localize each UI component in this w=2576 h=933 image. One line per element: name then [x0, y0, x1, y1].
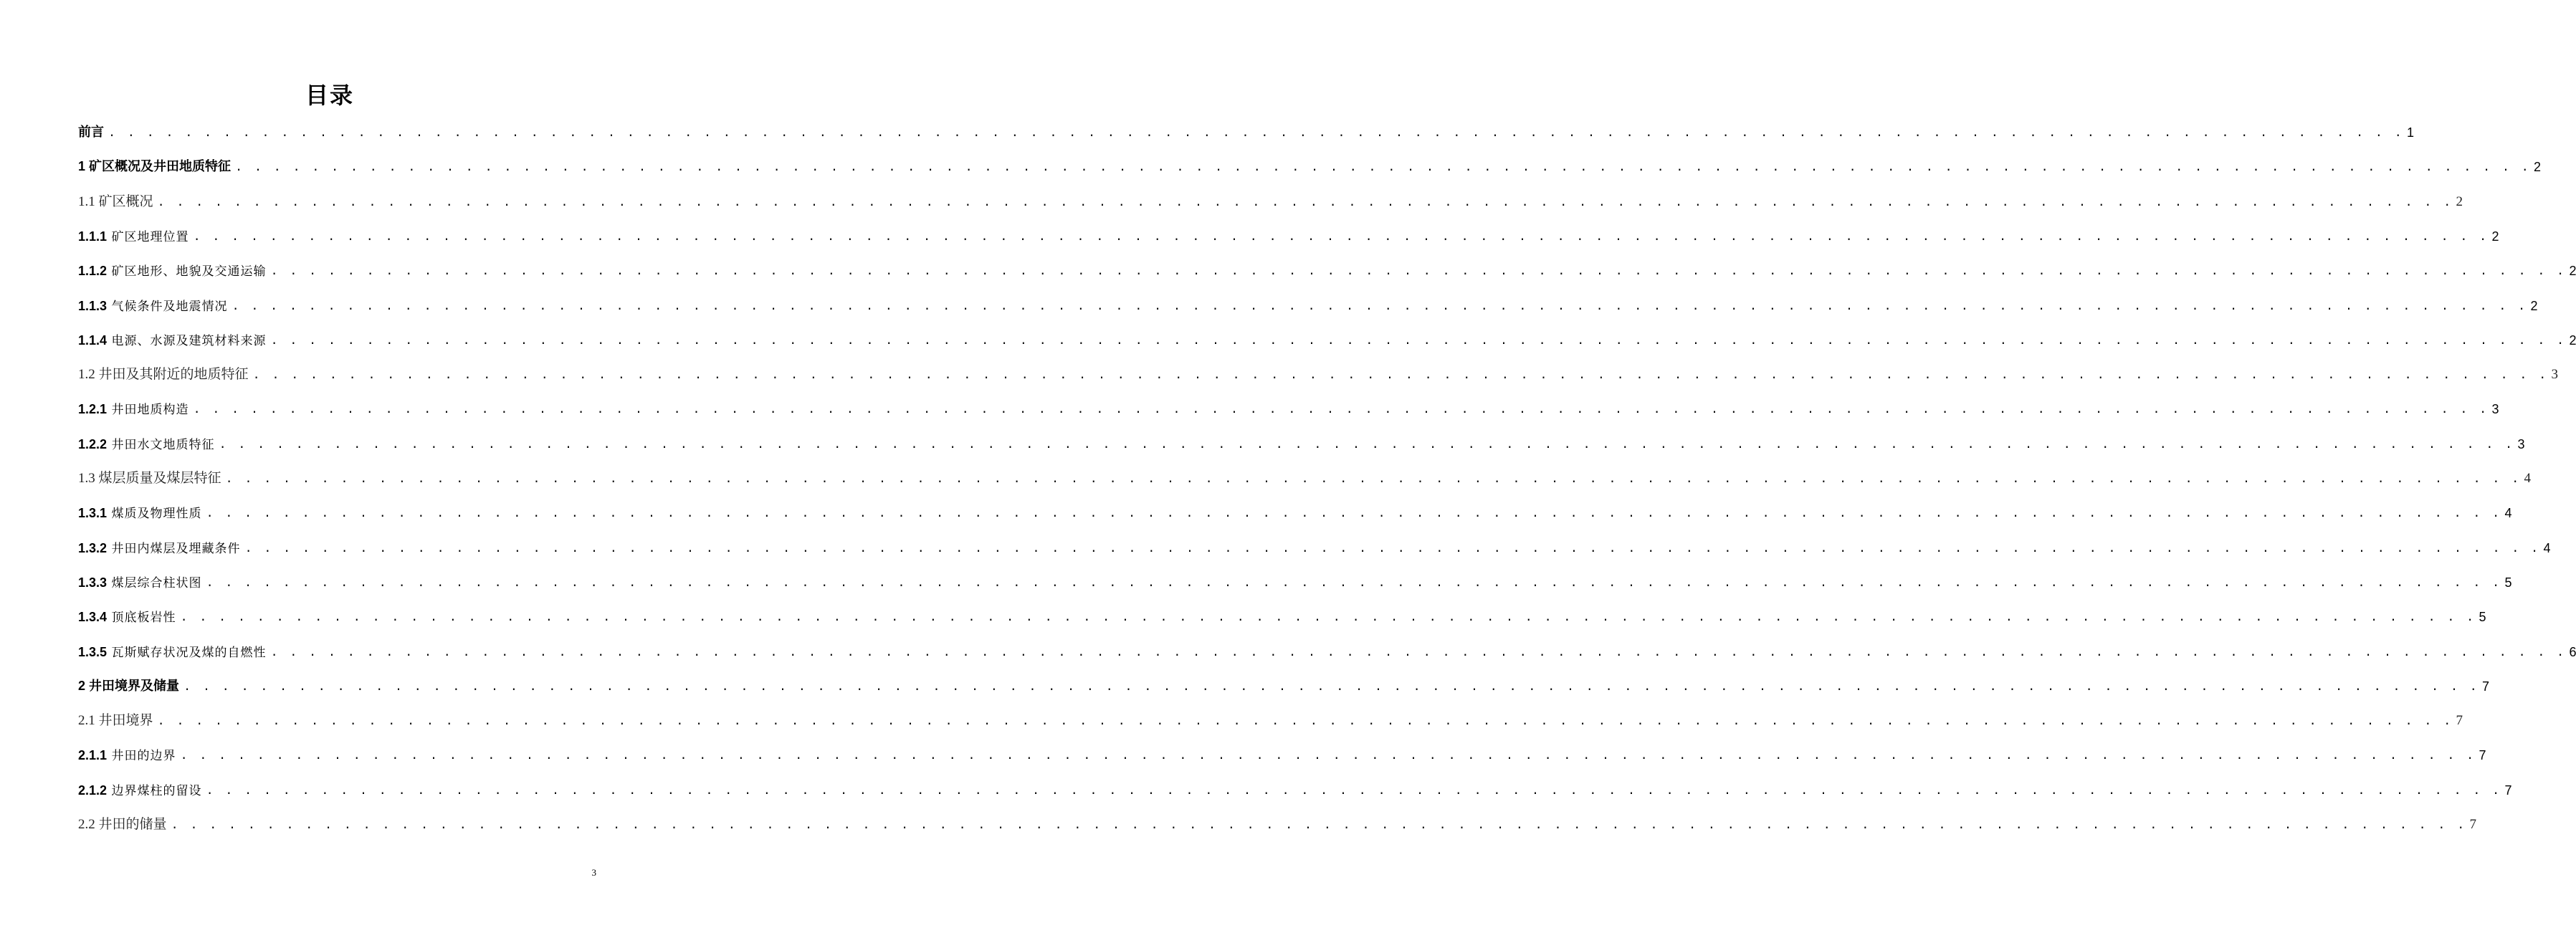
- toc-entry-text: 煤层质量及煤层特征: [98, 471, 221, 486]
- toc-entry-text: 顶底板岩性: [111, 611, 176, 626]
- dot-leader: . . . . . . . . . . . . . . . . . . . . . . . . . . . . . . . . . . . . . . . . . . . . . . . . . . . . . . . . . . . . . . . . . . . . . . . . . . . . . . . . . . . . . . . . . . . . . . . . . . . . . . . . . . . . . . . . . . . . . . . .: [270, 334, 2567, 348]
- dot-leader: . . . . . . . . . . . . . . . . . . . . . . . . . . . . . . . . . . . . . . . . . . . . . . . . . . . . . . . . . . . . . . . . . . . . . . . . . . . . . . . . . . . . . . . . . . . . . . . . . . . . . . . . . . . . . . . . . . . . . . . .: [180, 750, 2476, 764]
- toc-entry-text: 矿区地形、地貌及交通运输: [111, 264, 267, 279]
- toc-entry-label: [78, 676, 183, 694]
- toc-entry-page: 3: [2517, 436, 2525, 451]
- dot-leader: . . . . . . . . . . . . . . . . . . . . . . . . . . . . . . . . . . . . . . . . . . . . . . . . . . . . . . . . . . . . . . . . . . . . . . . . . . . . . . . . . . . . . . . . . . . . . . . . . . . . . . . . . . . . . . . . . . . . . . . .: [180, 611, 2476, 626]
- toc-entry-page: 2: [2569, 332, 2576, 348]
- toc-entry[interactable]: [78, 501, 2512, 522]
- toc-entry-page: 7: [2469, 817, 2477, 832]
- toc-entry-number: 1.1.1: [78, 229, 108, 244]
- toc-entry[interactable]: [78, 363, 2559, 383]
- toc-entry[interactable]: [78, 120, 2415, 140]
- toc-entry-text: 瓦斯赋存状况及煤的自燃性: [111, 645, 267, 660]
- toc-entry[interactable]: [78, 813, 2477, 833]
- toc-entry-page: 7: [2504, 783, 2512, 798]
- toc-entry-number: 1.3.3: [78, 575, 108, 590]
- toc-entry-label: [78, 156, 235, 175]
- toc-entry-number: 1: [78, 159, 86, 174]
- toc-entry-page: 7: [2479, 748, 2486, 763]
- toc-entry-text: 井田内煤层及埋藏条件: [111, 541, 241, 556]
- toc-entry-number: 2.1: [78, 713, 95, 729]
- toc-entry-label: [78, 642, 270, 660]
- toc-entry-label: [78, 813, 171, 833]
- toc-entry[interactable]: [78, 605, 2486, 626]
- toc-entry[interactable]: [78, 570, 2512, 590]
- toc-entry-page: 4: [2543, 540, 2551, 555]
- toc-entry-label: [78, 363, 253, 383]
- toc-entry-label: [78, 573, 206, 590]
- toc-entry-text: 电源、水源及建筑材料来源: [111, 333, 267, 348]
- toc-entry[interactable]: [78, 328, 2576, 348]
- toc-entry-label: [78, 399, 193, 417]
- toc-entry-text: 气候条件及地震情况: [111, 299, 228, 314]
- toc-entry-page: 2: [2530, 298, 2538, 313]
- toc-entry-number: 1.1.2: [78, 264, 108, 279]
- toc-entry[interactable]: [78, 536, 2551, 556]
- toc-entry-label: [78, 467, 226, 487]
- toc-entry-page: 3: [2551, 367, 2559, 383]
- toc-entry[interactable]: [78, 259, 2576, 279]
- toc-entry-number: 1.3.1: [78, 506, 108, 521]
- toc-entry-page: 1: [2407, 125, 2415, 140]
- toc-entry-label: [78, 261, 270, 279]
- dot-leader: . . . . . . . . . . . . . . . . . . . . . . . . . . . . . . . . . . . . . . . . . . . . . . . . . . . . . . . . . . . . . . . . . . . . . . . . . . . . . . . . . . . . . . . . . . . . . . . . . . . . . . . . . . . . . . . . . . . . . . . .: [225, 473, 2522, 487]
- dot-leader: . . . . . . . . . . . . . . . . . . . . . . . . . . . . . . . . . . . . . . . . . . . . . . . . . . . . . . . . . . . . . . . . . . . . . . . . . . . . . . . . . . . . . . . . . . . . . . . . . . . . . . . . . . . . . . . . . . . . . . . .: [235, 161, 2532, 176]
- toc-entry-page: 2: [2534, 160, 2542, 175]
- toc-entry-text: 井田的储量: [98, 817, 167, 832]
- toc-entry-number: 1.2.1: [78, 402, 108, 417]
- toc-entry[interactable]: [78, 674, 2490, 694]
- toc-title: 目录: [305, 82, 354, 109]
- toc-entry-text: 井田地质构造: [111, 403, 189, 418]
- toc-entry-text: 矿区地理位置: [111, 229, 189, 244]
- toc-entry-number: 2.1.2: [78, 783, 108, 798]
- toc-entry-number: 1.2: [78, 367, 95, 383]
- toc-entry-number: 1.3: [78, 471, 95, 486]
- toc-entry-label: [78, 434, 219, 452]
- dot-leader: . . . . . . . . . . . . . . . . . . . . . . . . . . . . . . . . . . . . . . . . . . . . . . . . . . . . . . . . . . . . . . . . . . . . . . . . . . . . . . . . . . . . . . . . . . . . . . . . . . . . . . . . . . . . . . . . . . . . . . . .: [206, 576, 2502, 590]
- toc-entry-text: 边界煤柱的留设: [111, 783, 202, 798]
- toc-entry-label: [78, 296, 232, 314]
- toc-entry[interactable]: [78, 155, 2542, 176]
- toc-entry-number: 1.1.3: [78, 298, 108, 313]
- toc-entry-number: 1.1: [78, 193, 95, 209]
- toc-entry-number: 2.1.1: [78, 748, 108, 763]
- dot-leader: . . . . . . . . . . . . . . . . . . . . . . . . . . . . . . . . . . . . . . . . . . . . . . . . . . . . . . . . . . . . . . . . . . . . . . . . . . . . . . . . . . . . . . . . . . . . . . . . . . . . . . . . . . . . . . . . . . . . . . . .: [108, 127, 2404, 140]
- toc-entry-page: 3: [2491, 402, 2499, 417]
- toc-entry[interactable]: [78, 640, 2576, 660]
- dot-leader: . . . . . . . . . . . . . . . . . . . . . . . . . . . . . . . . . . . . . . . . . . . . . . . . . . . . . . . . . . . . . . . . . . . . . . . . . . . . . . . . . . . . . . . . . . . . . . . . . . . . . . . . . . . . . . . . . . . . . . . .: [270, 265, 2567, 279]
- toc-entry-text: 井田及其附近的地质特征: [98, 367, 249, 383]
- toc-entry[interactable]: [78, 743, 2486, 764]
- toc-entry-page: 4: [2524, 471, 2532, 486]
- toc-entry[interactable]: [78, 709, 2463, 729]
- toc-entry[interactable]: [78, 294, 2538, 314]
- dot-leader: . . . . . . . . . . . . . . . . . . . . . . . . . . . . . . . . . . . . . . . . . . . . . . . . . . . . . . . . . . . . . . . . . . . . . . . . . . . . . . . . . . . . . . . . . . . . . . . . . . . . . . . . . . . . . . . . . . . . . . . .: [219, 438, 2515, 452]
- toc-entry-label: [78, 503, 206, 521]
- dot-leader: . . . . . . . . . . . . . . . . . . . . . . . . . . . . . . . . . . . . . . . . . . . . . . . . . . . . . . . . . . . . . . . . . . . . . . . . . . . . . . . . . . . . . . . . . . . . . . . . . . . . . . . . . . . . . . . . . . . . . . . .: [183, 680, 2480, 694]
- toc-entry[interactable]: [78, 224, 2499, 244]
- toc-entry-page: 2: [2491, 229, 2499, 244]
- dot-leader: . . . . . . . . . . . . . . . . . . . . . . . . . . . . . . . . . . . . . . . . . . . . . . . . . . . . . . . . . . . . . . . . . . . . . . . . . . . . . . . . . . . . . . . . . . . . . . . . . . . . . . . . . . . . . . . . . . . . . . . .: [157, 715, 2453, 729]
- toc-entry-label: [78, 538, 244, 556]
- toc-entry-text: 前言: [78, 125, 104, 139]
- toc-entry-text: 井田境界及储量: [89, 678, 180, 693]
- dot-leader: . . . . . . . . . . . . . . . . . . . . . . . . . . . . . . . . . . . . . . . . . . . . . . . . . . . . . . . . . . . . . . . . . . . . . . . . . . . . . . . . . . . . . . . . . . . . . . . . . . . . . . . . . . . . . . . . . . . . . . . .: [206, 507, 2502, 522]
- toc-entry-label: [78, 122, 108, 140]
- toc-entry-text: 煤质及物理性质: [111, 507, 202, 522]
- dot-leader: . . . . . . . . . . . . . . . . . . . . . . . . . . . . . . . . . . . . . . . . . . . . . . . . . . . . . . . . . . . . . . . . . . . . . . . . . . . . . . . . . . . . . . . . . . . . . . . . . . . . . . . . . . . . . . . . . . . . . . . .: [157, 196, 2453, 210]
- page-number: 3: [591, 867, 596, 878]
- dot-leader: . . . . . . . . . . . . . . . . . . . . . . . . . . . . . . . . . . . . . . . . . . . . . . . . . . . . . . . . . . . . . . . . . . . . . . . . . . . . . . . . . . . . . . . . . . . . . . . . . . . . . . . . . . . . . . . . . . . . . . . .: [252, 369, 2549, 383]
- toc-entry-page: 7: [2482, 679, 2490, 694]
- toc-entry-text: 矿区概况: [98, 193, 153, 209]
- dot-leader: . . . . . . . . . . . . . . . . . . . . . . . . . . . . . . . . . . . . . . . . . . . . . . . . . . . . . . . . . . . . . . . . . . . . . . . . . . . . . . . . . . . . . . . . . . . . . . . . . . . . . . . . . . . . . . . . . . . . . . . .: [244, 542, 2541, 556]
- toc-entry-label: [78, 191, 158, 210]
- toc-entry[interactable]: [78, 190, 2463, 210]
- toc-entry-label: [78, 226, 193, 244]
- toc-entry-page: 2: [2456, 193, 2463, 209]
- toc-entry-label: [78, 330, 270, 348]
- toc-entry-page: 4: [2504, 506, 2512, 521]
- toc-entry-number: 1.1.4: [78, 332, 108, 348]
- dot-leader: . . . . . . . . . . . . . . . . . . . . . . . . . . . . . . . . . . . . . . . . . . . . . . . . . . . . . . . . . . . . . . . . . . . . . . . . . . . . . . . . . . . . . . . . . . . . . . . . . . . . . . . . . . . . . . . . . . . . . . . .: [193, 403, 2489, 418]
- toc-entry-number: 1.3.5: [78, 644, 108, 659]
- dot-leader: . . . . . . . . . . . . . . . . . . . . . . . . . . . . . . . . . . . . . . . . . . . . . . . . . . . . . . . . . . . . . . . . . . . . . . . . . . . . . . . . . . . . . . . . . . . . . . . . . . . . . . . . . . . . . . . . . . . . . . . .: [193, 230, 2489, 244]
- dot-leader: . . . . . . . . . . . . . . . . . . . . . . . . . . . . . . . . . . . . . . . . . . . . . . . . . . . . . . . . . . . . . . . . . . . . . . . . . . . . . . . . . . . . . . . . . . . . . . . . . . . . . . . . . . . . . . . . . . . . . . . .: [270, 646, 2567, 660]
- toc-entry-text: 井田水文地质特征: [111, 437, 215, 452]
- toc-entry-number: 1.3.4: [78, 610, 108, 625]
- toc-entry-page: 6: [2569, 644, 2576, 659]
- toc-entry[interactable]: [78, 778, 2512, 798]
- toc-entry-text: 煤层综合柱状图: [111, 575, 202, 590]
- toc-entry-number: 2: [78, 678, 86, 693]
- toc-entry-label: [78, 745, 180, 763]
- dot-leader: . . . . . . . . . . . . . . . . . . . . . . . . . . . . . . . . . . . . . . . . . . . . . . . . . . . . . . . . . . . . . . . . . . . . . . . . . . . . . . . . . . . . . . . . . . . . . . . . . . . . . . . . . . . . . . . . . . . . . . . .: [171, 819, 2467, 833]
- toc-entry-text: 矿区概况及井田地质特征: [89, 159, 232, 174]
- toc-entry-text: 井田的边界: [111, 749, 176, 764]
- toc-entry-number: 1.2.2: [78, 436, 108, 451]
- toc-entry[interactable]: [78, 466, 2532, 487]
- toc-entry-page: 5: [2504, 575, 2512, 590]
- toc-entry-page: 5: [2479, 610, 2486, 625]
- toc-entry-label: [78, 607, 180, 625]
- toc-entry-label: [78, 780, 206, 798]
- dot-leader: . . . . . . . . . . . . . . . . . . . . . . . . . . . . . . . . . . . . . . . . . . . . . . . . . . . . . . . . . . . . . . . . . . . . . . . . . . . . . . . . . . . . . . . . . . . . . . . . . . . . . . . . . . . . . . . . . . . . . . . .: [206, 784, 2502, 798]
- toc-entry-page: 7: [2456, 713, 2463, 729]
- toc-entry-page: 2: [2569, 264, 2576, 279]
- toc-entry[interactable]: [78, 397, 2499, 418]
- toc-entry-number: 2.2: [78, 817, 95, 832]
- toc-entry[interactable]: [78, 432, 2525, 452]
- toc-entry-label: [78, 709, 158, 729]
- dot-leader: . . . . . . . . . . . . . . . . . . . . . . . . . . . . . . . . . . . . . . . . . . . . . . . . . . . . . . . . . . . . . . . . . . . . . . . . . . . . . . . . . . . . . . . . . . . . . . . . . . . . . . . . . . . . . . . . . . . . . . . .: [232, 300, 2528, 314]
- toc-entry-text: 井田境界: [98, 713, 153, 729]
- toc-entry-number: 1.3.2: [78, 540, 108, 555]
